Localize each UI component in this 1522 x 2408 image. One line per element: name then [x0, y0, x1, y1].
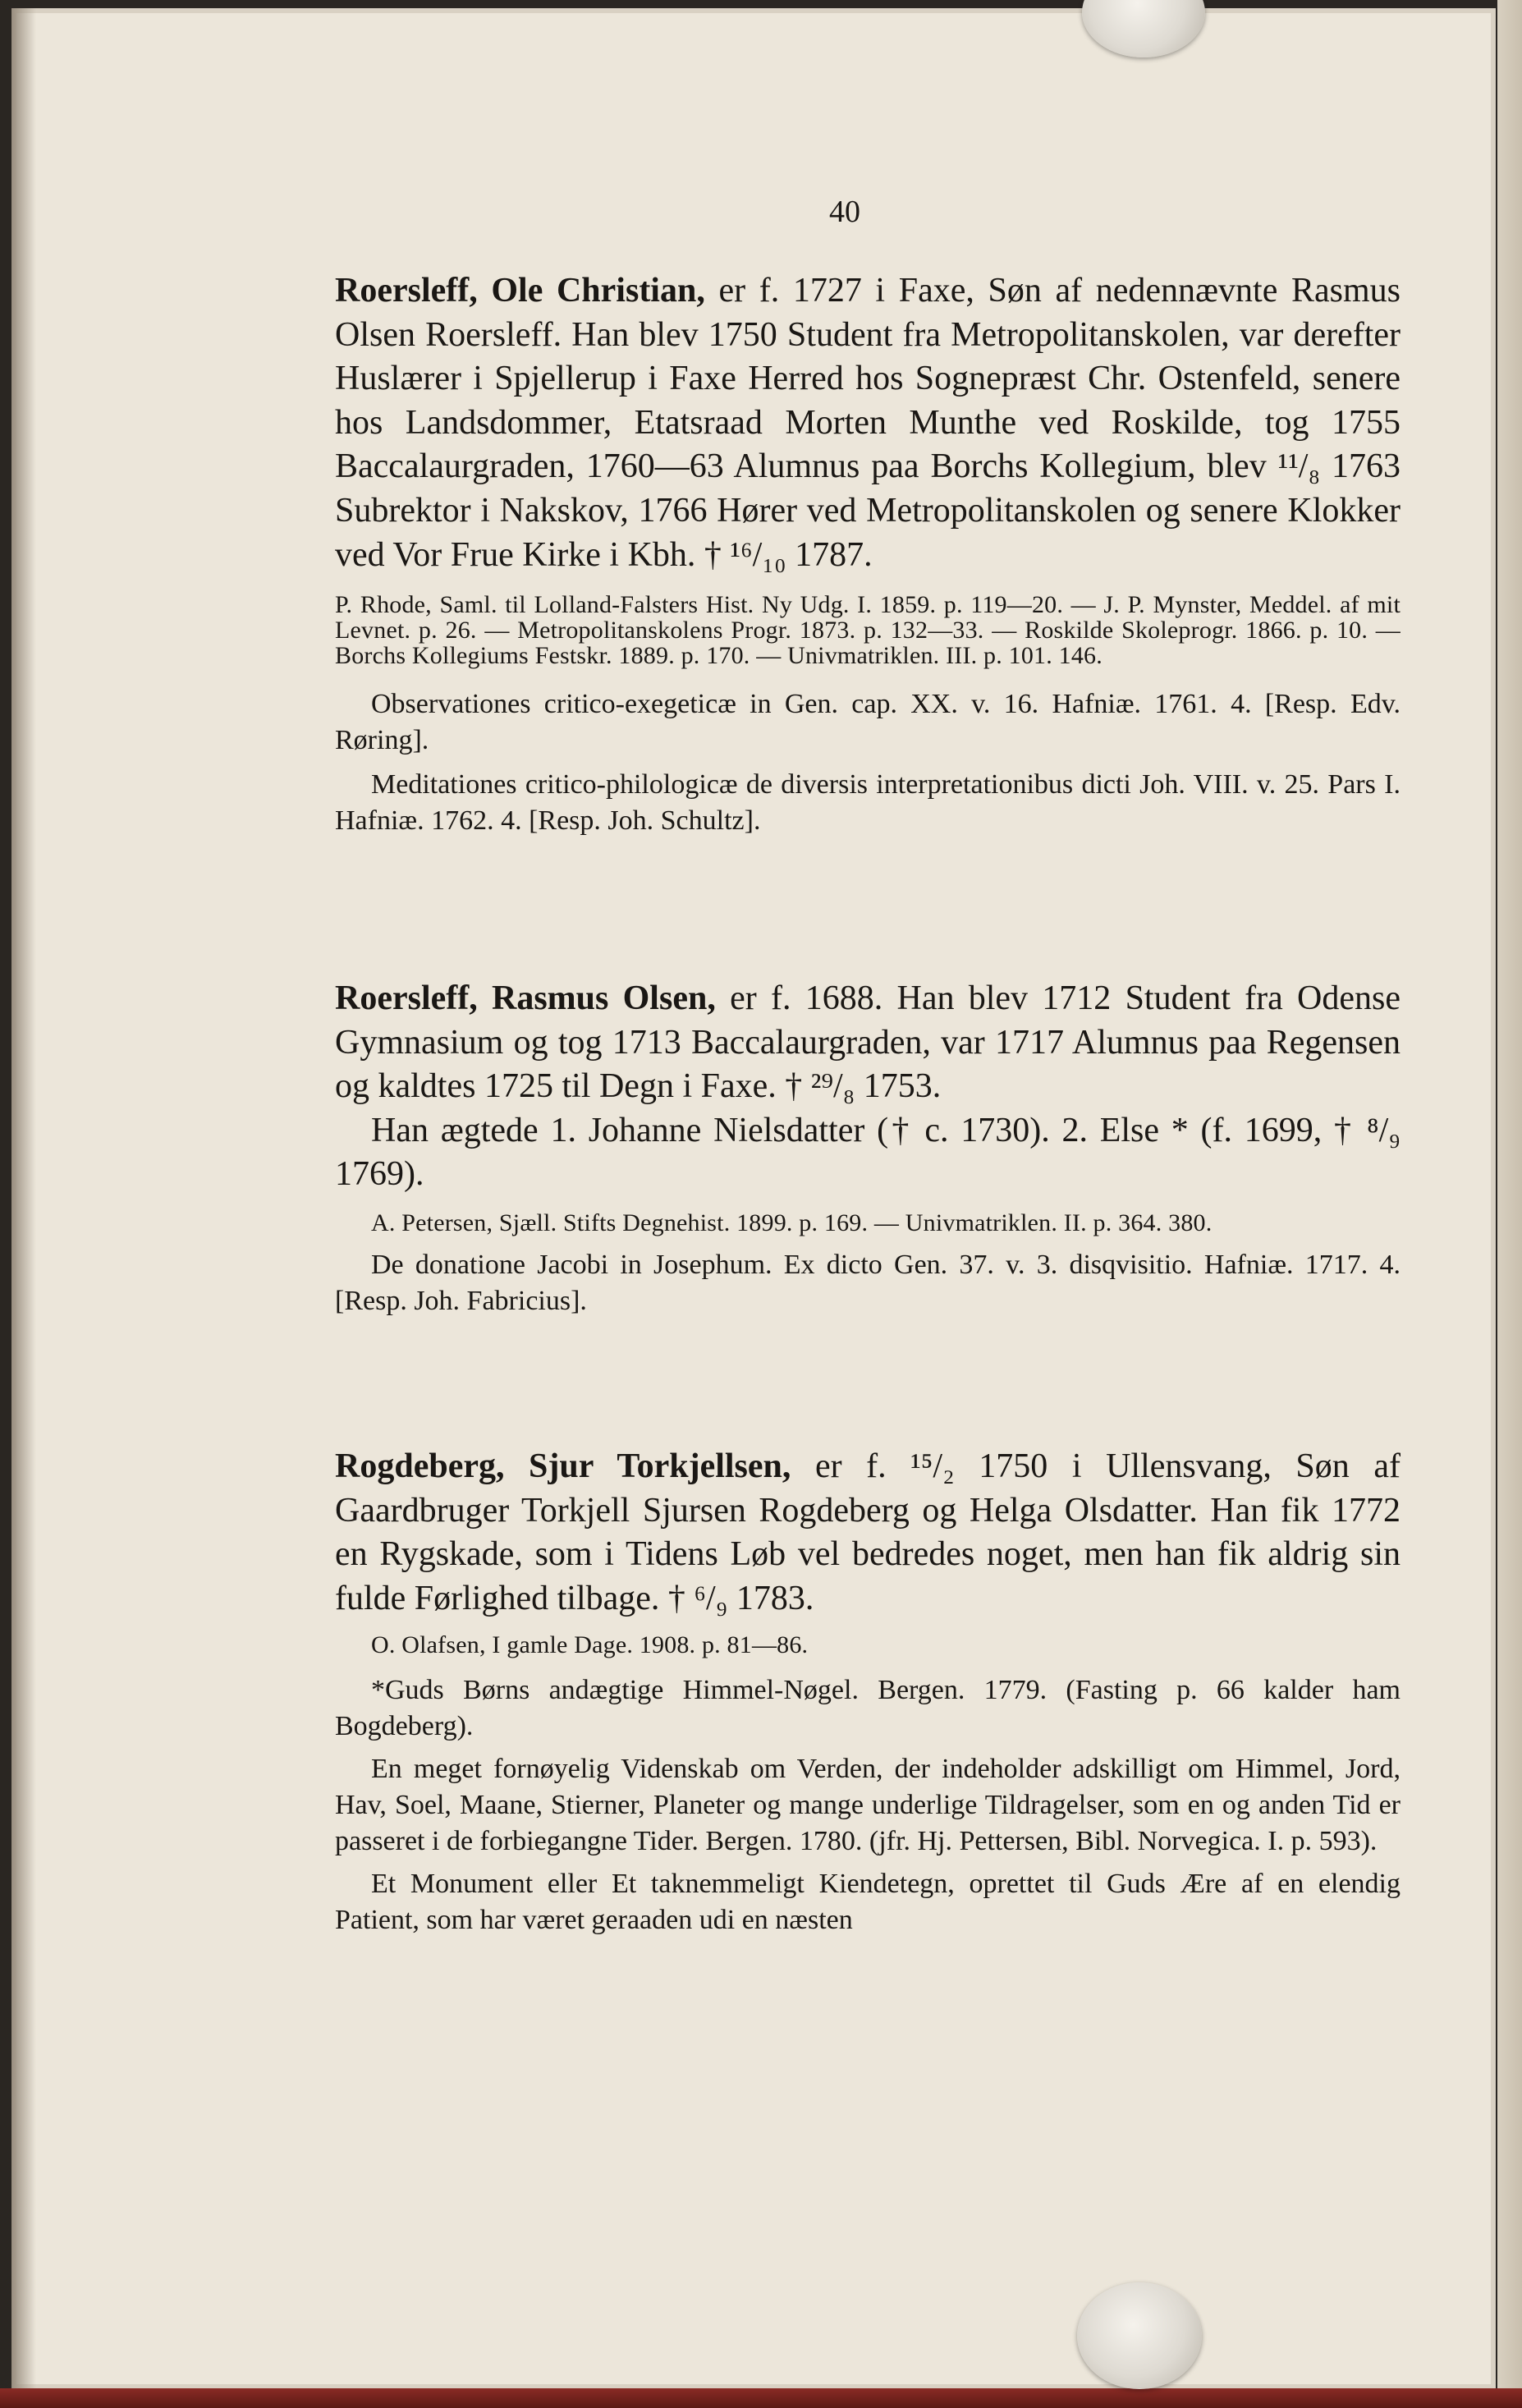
- page-edge: [1497, 0, 1522, 2408]
- entry-references: A. Petersen, Sjæll. Stifts Degnehist. 1899. p. 169. — Univmatriklen. II. p. 364. 380.: [371, 1209, 1213, 1236]
- entry-biography: er f. 1688. Han blev 1712 Student fra Odense Gymnasium og tog 1713 Baccalaurgraden, var 1717 Alumnus paa Regensen og kaldtes 1725 til Degn i Faxe. † ²⁹/₈ 1753.: [335, 979, 1401, 1106]
- entry-roersleff-rasmus: [335, 977, 1401, 1319]
- entry-text: [335, 977, 1401, 1109]
- entry-text: [335, 269, 1401, 577]
- work-item: Et Monument eller Et taknemmeligt Kiendetegn, oprettet til Guds Ære af en elendig Patient, som har været geraaden udi en næsten: [335, 1869, 1401, 1936]
- entry-rogdeberg: [335, 1445, 1401, 1938]
- work-item: Observationes critico-exegeticæ in Gen. cap. XX. v. 16. Hafniæ. 1761. 4. [Resp. Edv. Røring].: [335, 689, 1401, 756]
- entry-name: Roersleff, Ole Christian,: [335, 272, 705, 310]
- entry-references: O. Olafsen, I gamle Dage. 1908. p. 81—86.: [371, 1631, 809, 1659]
- entry-roersleff-ole: [335, 269, 1401, 839]
- paper-clip-bottom: [1077, 2282, 1202, 2389]
- entry-biography: er f. ¹⁵/₂ 1750 i Ullensvang, Søn af Gaardbruger Torkjell Sjursen Rogdeberg og Helga Olsdatter. Han fik 1772 en Rygskade, som i Tidens Løb vel bedredes noget, men han fik aldrig sin fulde Førlighed tilbage. † ⁶/₉ 1783.: [335, 1447, 1401, 1617]
- work-item: De donatione Jacobi in Josephum. Ex dicto Gen. 37. v. 3. disqvisitio. Hafniæ. 1717. 4. [Resp. Joh. Fabricius].: [335, 1249, 1401, 1316]
- entry-marriage: Han ægtede 1. Johanne Nielsdatter († c. 1730). 2. Else * (f. 1699, † ⁸/₉ 1769).: [335, 1111, 1401, 1194]
- page-number: 40: [829, 195, 860, 229]
- entry-text: [335, 1445, 1401, 1621]
- entry-biography: er f. 1727 i Faxe, Søn af nedennævnte Rasmus Olsen Roersleff. Han blev 1750 Student fra Metropolitanskolen, var derefter Huslærer i Spjellerup i Faxe Herred hos Sognepræst Chr. Ostenfeld, senere hos Landsdommer, Etatsraad Morten Munthe ved Roskilde, tog 1755 Baccalaurgraden, 1760—63 Alumnus paa Borchs Kollegium, blev ¹¹/₈ 1763 Subrektor i Nakskov, 1766 Hører ved Metropolitanskolen og senere Klokker ved Vor Frue Kirke i Kbh. † ¹⁶/₁₀ 1787.: [335, 272, 1401, 574]
- work-item: *Guds Børns andægtige Himmel-Nøgel. Bergen. 1779. (Fasting p. 66 kalder ham Bogdeberg).: [335, 1675, 1401, 1742]
- work-item: Meditationes critico-philologicæ de diversis interpretationibus dicti Joh. VIII. v. 25. Pars I. Hafniæ. 1762. 4. [Resp. Joh. Schultz].: [335, 769, 1401, 837]
- entry-name: Rogdeberg, Sjur Torkjellsen,: [335, 1447, 791, 1485]
- page-gutter-shadow: [11, 8, 36, 2389]
- entry-references: P. Rhode, Saml. til Lolland-Falsters Hist. Ny Udg. I. 1859. p. 119—20. — J. P. Mynster, Meddel. af mit Levnet. p. 26. — Metropolitanskolens Progr. 1873. p. 132—33. — Roskilde Skoleprogr. 1866. p. 10. — Borchs Kollegiums Festskr. 1889. p. 170. — Univmatriklen. III. p. 101. 146.: [335, 591, 1401, 670]
- cover-edge: [0, 2388, 1522, 2408]
- entry-name: Roersleff, Rasmus Olsen,: [335, 979, 716, 1017]
- work-item: En meget fornøyelig Videnskab om Verden, der indeholder adskilligt om Himmel, Jord, Hav, Soel, Maane, Stierner, Planeter og mange underlige Tildragelser, som en og anden Tid er passeret i de forbiegangne Tider. Bergen. 1780. (jfr. Hj. Pettersen, Bibl. Norvegica. I. p. 593).: [335, 1754, 1401, 1857]
